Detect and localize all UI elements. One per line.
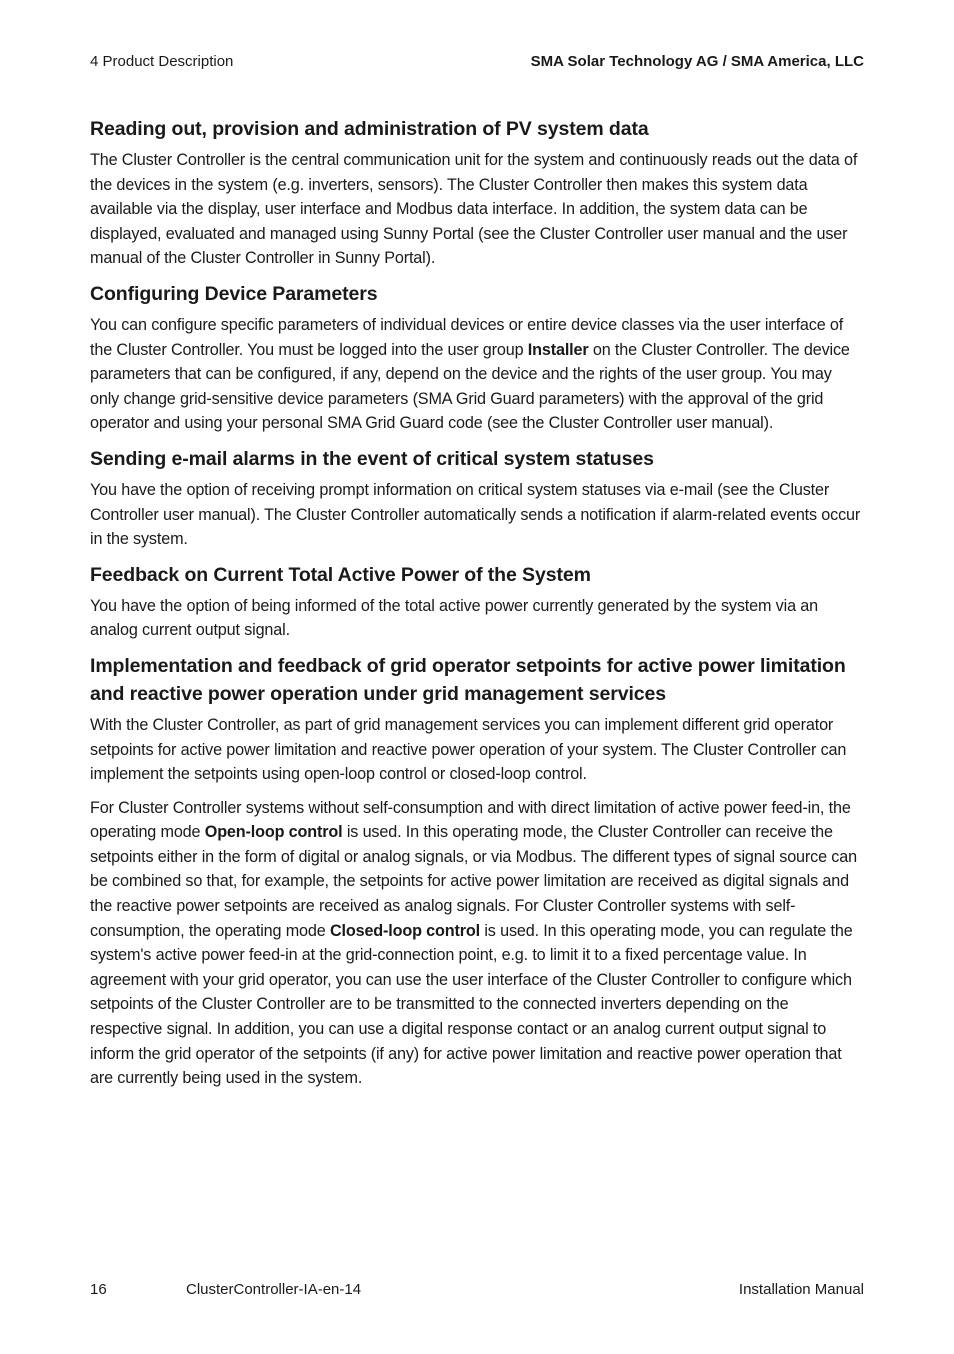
text-run: You can configure specific parameters of individual devices or entire device classes via the user interface of the Cluster Controller. You must be logged into the user group xyxy=(90,315,844,359)
chapter-label: 4 Product Description xyxy=(90,53,234,70)
company-name: SMA Solar Technology AG / SMA America, LLC xyxy=(530,53,864,70)
section-heading: Sending e-mail alarms in the event of critical system statuses xyxy=(90,447,654,470)
page-number: 16 xyxy=(90,1281,107,1298)
section-active-power-feedback xyxy=(90,561,864,643)
page-header xyxy=(90,53,864,73)
section-heading: Feedback on Current Total Active Power of the System xyxy=(90,563,591,586)
section-paragraph: With the Cluster Controller, as part of grid management services you can implement different grid operator setpoints for active power limitation and reactive power operation of your system. The Cluster Controller can implement the setpoints using open-loop control or closed-loop control. xyxy=(90,715,847,784)
bold-term-open-loop: Open-loop control xyxy=(204,823,343,842)
section-reading-out xyxy=(90,115,864,271)
section-paragraph: The Cluster Controller is the central communication unit for the system and continuously reads out the data of the devices in the system (e.g. inverters, sensors). The Cluster Controller then makes this system data available via the display, user interface and Modbus data interface. In addition, the system data can be displayed, evaluated and managed using Sunny Portal (see the Cluster Controller user manual and the user manual of the Cluster Controller in Sunny Portal). xyxy=(90,151,858,268)
bold-term-closed-loop: Closed-loop control xyxy=(329,921,480,940)
section-heading: Configuring Device Parameters xyxy=(90,282,378,305)
section-paragraph: You have the option of receiving prompt information on critical system statuses via e-mail (see the Cluster Controller user manual). The Cluster Controller automatically sends a notification if alarm-related events occur in the system. xyxy=(90,480,861,549)
page-content xyxy=(90,115,864,1100)
section-configuring-parameters xyxy=(90,280,864,436)
section-heading: Reading out, provision and administration of PV system data xyxy=(90,118,649,140)
page-footer xyxy=(90,1281,864,1301)
text-run: For Cluster Controller systems without self-consumption and with direct limitation of active power feed-in, the operating mode xyxy=(90,798,851,842)
section-grid-operator-setpoints xyxy=(90,652,864,1091)
document-title: Installation Manual xyxy=(738,1281,864,1298)
section-paragraph xyxy=(90,796,864,1091)
text-run: on the Cluster Controller. The device parameters that can be configured, if any, depend on the device and the rights of the user group. You may only change grid-sensitive device parameters (SMA Grid Guard parameters) with the approval of the grid operator and using your personal SMA Grid Guard code (see the Cluster Controller user manual). xyxy=(90,340,850,433)
document-id: ClusterController-IA-en-14 xyxy=(186,1281,362,1298)
section-heading: Implementation and feedback of grid operator setpoints for active power limitation and reactive power operation under grid management services xyxy=(90,654,846,705)
section-paragraph: You have the option of being informed of the total active power currently generated by the system via an analog current output signal. xyxy=(90,596,818,640)
text-run: is used. In this operating mode, the Cluster Controller can receive the setpoints either in the form of digital or analog signals, or via Modbus. The different types of signal source can be combined so that, for example, the setpoints for active power limitation are received as digital signals and the reactive power setpoints are received as analog signals. For Cluster Controller systems with self-consumption, the operating mode xyxy=(90,823,857,940)
manual-page xyxy=(90,0,864,1354)
text-run: is used. In this operating mode, you can regulate the system's active power feed-in at the grid-connection point, e.g. to limit it to a fixed percentage value. In agreement with your grid operator, you can use the user interface of the Cluster Controller to configure which setpoints of the Cluster Controller are to be transmitted to the connected inverters depending on the respective signal. In addition, you can use a digital response contact or an analog current output signal to inform the grid operator of the setpoints (if any) for active power limitation and reactive power operation that are currently being used in the system. xyxy=(90,921,853,1088)
section-email-alarms xyxy=(90,445,864,552)
section-paragraph xyxy=(90,313,864,436)
bold-term-installer: Installer xyxy=(527,340,589,359)
